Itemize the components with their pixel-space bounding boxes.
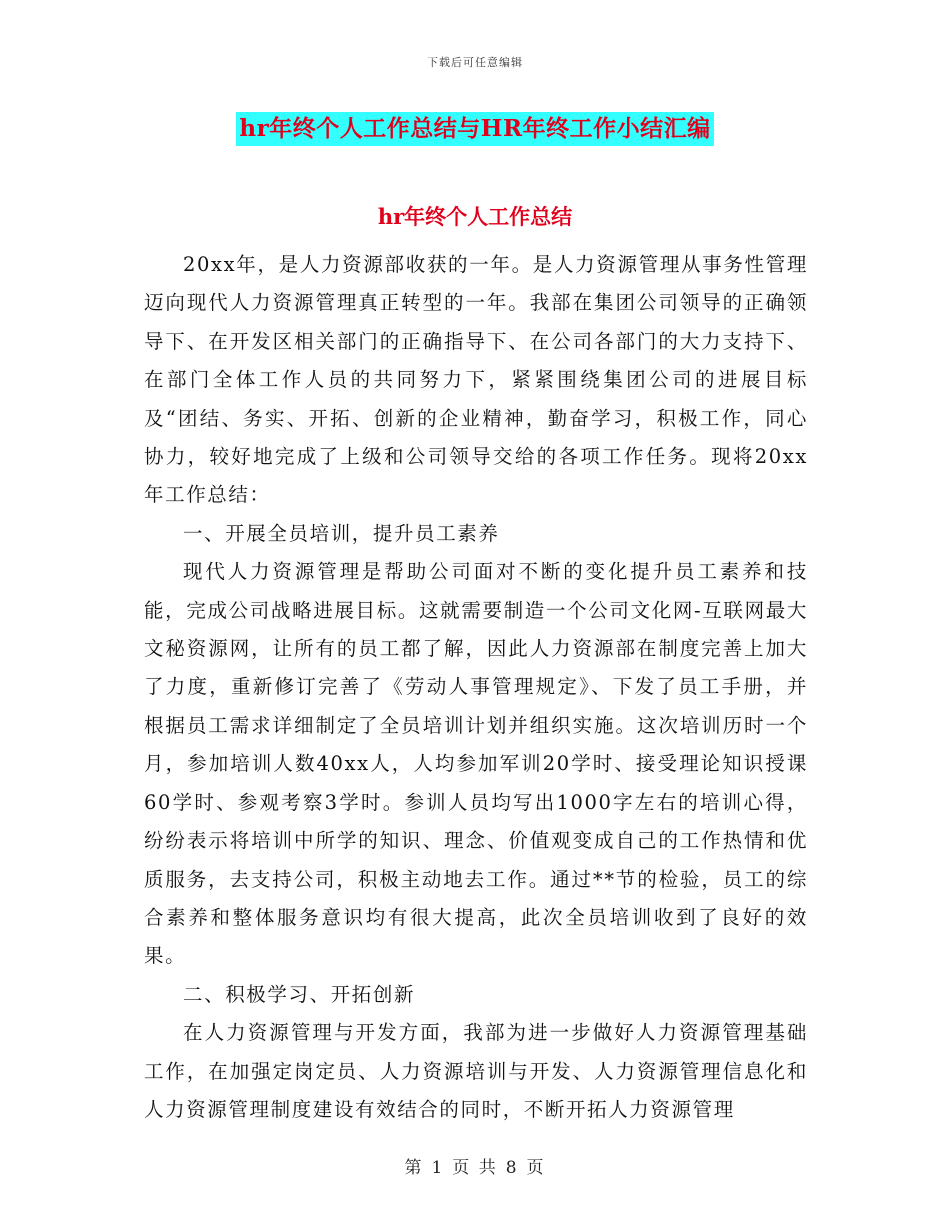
- footer-prefix: 第: [404, 1158, 424, 1178]
- paragraph-training: 现代人力资源管理是帮助公司面对不断的变化提升员工素养和技能，完成公司战略进展目标。这就需要制造一个公司文化网-互联网最大文秘资源网，让所有的员工都了解，因此人力资源部在制度完善上加大了力度，重新修订完善了《劳动人事管理规定》、下发了员工手册，并根据员工需求详细制定了全员培训计划并组织实施。这次培训历时一个月，参加培训人数40xx人，人均参加军训20学时、接受理论知识授课60学时、参观考察3学时。参训人员均写出1000字左右的培训心得，纷纷表示将培训中所学的知识、理念、价值观变成自己的工作热情和优质服务，去支持公司，积极主动地去工作。通过**节的检验，员工的综合素养和整体服务意识均有很大提高，此次全员培训收到了良好的效果。: [144, 560, 808, 968]
- footer-suffix: 页: [526, 1158, 546, 1178]
- doc-title-container: [0, 112, 950, 146]
- heading-training: 一、开展全员培训，提升员工素养: [183, 521, 500, 545]
- page-footer: [0, 1153, 950, 1178]
- body-text: [144, 246, 808, 1129]
- paragraph-innovation: 在人力资源管理与开发方面，我部为进一步做好人力资源管理基础工作，在加强定岗定员、人力资源培训与开发、人力资源管理信息化和人力资源管理制度建设有效结合的同时，不断开拓人力资源管理: [144, 1021, 808, 1121]
- doc-title: hr年终个人工作总结与HR年终工作小结汇编: [236, 112, 713, 146]
- footer-page-number: 1: [431, 1158, 445, 1178]
- section-title: hr年终个人工作总结: [377, 204, 573, 229]
- footer-total-pages: 8: [505, 1158, 519, 1178]
- footer-mid: 页 共: [452, 1158, 498, 1178]
- paragraph-intro: 20xx年，是人力资源部收获的一年。是人力资源管理从事务性管理迈向现代人力资源管理真正转型的一年。我部在集团公司领导的正确领导下、在开发区相关部门的正确指导下、在公司各部门的大力支持下、在部门全体工作人员的共同努力下，紧紧围绕集团公司的进展目标及“团结、务实、开拓、创新的企业精神，勤奋学习，积极工作，同心协力，较好地完成了上级和公司领导交给的各项工作任务。现将20xx年工作总结：: [144, 253, 808, 507]
- heading-innovation: 二、积极学习、开拓创新: [183, 982, 416, 1006]
- header-note: 下载后可任意编辑: [427, 56, 523, 69]
